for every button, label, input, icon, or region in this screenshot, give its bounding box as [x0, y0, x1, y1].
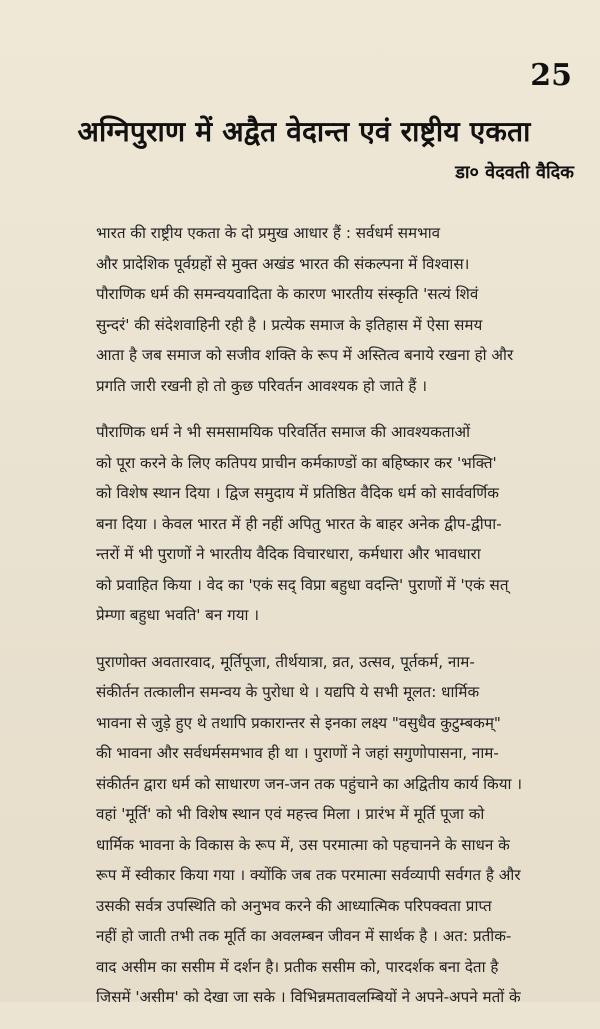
- text-line: प्रगति जारी रखनी हो तो कुछ परिवर्तन आवश्यक हो जाते हैं ।: [96, 376, 428, 395]
- chapter-title: अग्निपुराण में अद्वैत वेदान्त एवं राष्ट्रीय एकता: [77, 115, 531, 148]
- paragraph-1: [60, 218, 580, 401]
- text-line: पुराणोक्त अवतारवाद, मूर्तिपूजा, तीर्थयात्रा, व्रत, उत्सव, पूर्तकर्म, नाम-: [96, 652, 475, 671]
- text-line: पौराणिक धर्म ने भी समसामयिक परिवर्तित समाज की आवश्यकताओं: [96, 423, 471, 441]
- text-line: वाद असीम का ससीम में दर्शन है। प्रतीक ससीम को, पारदर्शक बना देता है: [96, 957, 499, 976]
- text-line: धार्मिक भावना के विकास के रूप में, उस परमात्मा को पहचानने के साधन के: [96, 835, 510, 854]
- text-line: भावना से जुड़े हुए थे तथापि प्रकारान्तर से इनका लक्ष्य "वसुधैव कुटुम्बकम्": [96, 713, 501, 732]
- text-line: को पूरा करने के लिए कतिपय प्राचीन कर्मकाण्डों का बहिष्कार कर 'भक्ति': [96, 453, 497, 472]
- body-text: [60, 218, 580, 1029]
- text-line: उसकी सर्वत्र उपस्थिति को अनुभव करने की आध्यात्मिक परिपक्वता प्राप्त: [96, 896, 492, 915]
- text-line: सुन्दरं' की संदेशवाहिनी रही है । प्रत्येक समाज के इतिहास में ऐसा समय: [96, 315, 483, 334]
- text-line: बना दिया । केवल भारत में ही नहीं अपितु भारत के बाहर अनेक द्वीप-द्वीपा-: [96, 514, 502, 533]
- text-line: को विशेष स्थान दिया । द्विज समुदाय में प्रतिष्ठित वैदिक धर्म को सार्ववर्णिक: [96, 484, 499, 502]
- text-line: और प्रादेशिक पूर्वग्रहों से मुक्त अखंड भारत की संकल्पना में विश्वास।: [96, 254, 470, 273]
- text-line: रूप में स्वीकार किया गया । क्योंकि जब तक परमात्मा सर्वव्यापी सर्वगत है और: [96, 866, 521, 884]
- text-line: प्रेम्णा बहुधा भवति' बन गया ।: [96, 606, 260, 624]
- author-name: डा० वेदवती वैदिक: [455, 162, 574, 183]
- text-line: भारत की राष्ट्रीय एकता के दो प्रमुख आधार हैं : सर्वधर्म समभाव: [96, 224, 441, 242]
- text-line: को प्रवाहित किया । वेद का 'एकं सद् विप्रा बहुधा वदन्ति' पुराणों में 'एकं सत्: [96, 575, 509, 594]
- text-line: जिसमें 'असीम' को देखा जा सके । विभिन्नमतावलम्बियों ने अपने-अपने मतों के: [96, 988, 521, 1006]
- page-number: 25: [530, 58, 572, 93]
- text-line: वहां 'मूर्ति' को भी विशेष स्थान एवं महत्त्व मिला । प्रारंभ में मूर्ति पूजा को: [96, 805, 485, 823]
- text-line: पौराणिक धर्म की समन्वयवादिता के कारण भारतीय संस्कृति 'सत्यं शिवं: [96, 285, 479, 303]
- paragraph-2: [60, 417, 580, 631]
- text-line: संकीर्तन तत्कालीन समन्वय के पुरोधा थे । यद्यपि ये सभी मूलत: धार्मिक: [96, 683, 480, 701]
- paragraph-3: [60, 647, 580, 1013]
- text-line: न्तरों में भी पुराणों ने भारतीय वैदिक विचारधारा, कर्मधारा और भावधारा: [96, 545, 481, 563]
- text-line: नहीं हो जाती तभी तक मूर्ति का अवलम्बन जीवन में सार्थक है । अत: प्रतीक-: [96, 927, 512, 945]
- text-line: आता है जब समाज को सजीव शक्ति के रूप में अस्तित्व बनाये रखना हो और: [96, 346, 514, 364]
- text-line: संकीर्तन द्वारा धर्म को साधारण जन-जन तक पहुंचाने का अद्वितीय कार्य किया ।: [96, 774, 523, 793]
- text-line: की भावना और सर्वधर्मसमभाव ही था । पुराणों ने जहां सगुणोपासना, नाम-: [96, 744, 499, 762]
